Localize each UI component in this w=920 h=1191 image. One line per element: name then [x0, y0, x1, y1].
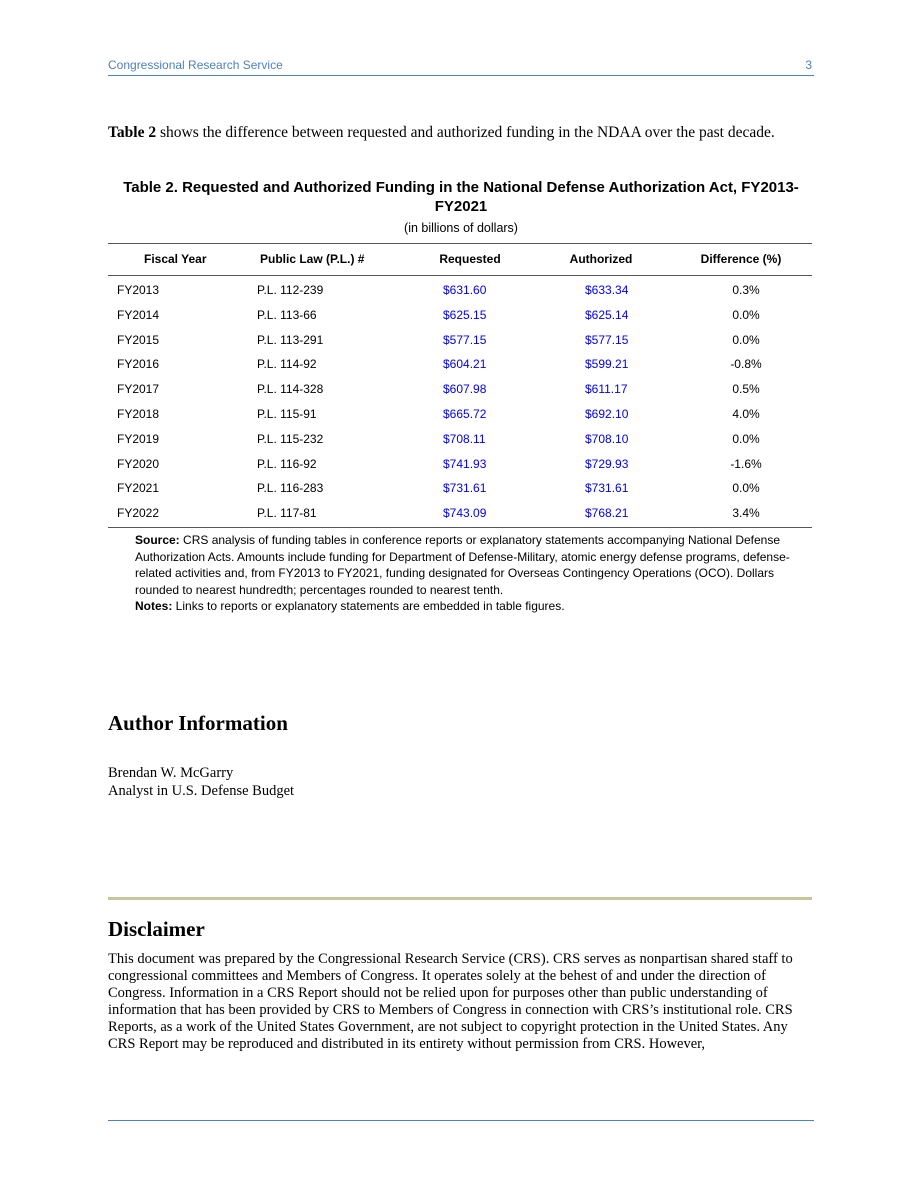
- table-row: [108, 377, 812, 402]
- author-heading: Author Information: [108, 711, 288, 735]
- table-row: [108, 303, 812, 328]
- col-header-fiscal-year: Fiscal Year: [144, 252, 207, 266]
- cell-authorized-link[interactable]: $731.61: [585, 481, 629, 496]
- cell-requested-link[interactable]: $665.72: [443, 406, 487, 421]
- table-notes: [135, 598, 807, 615]
- cell-requested-link[interactable]: $631.60: [443, 283, 487, 297]
- col-header-authorized: Authorized: [569, 252, 633, 266]
- notes-label: Notes:: [135, 599, 173, 613]
- notes-text: Links to reports or explanatory statements are embedded in table figures.: [172, 599, 565, 613]
- source-text: CRS analysis of funding tables in conference reports or explanatory statements accompanying National Defense Authorization Acts. Amounts include funding for Department of Defense-Military, atomic energy defense programs, defense-related activities and, from FY2013 to FY2021, funding designated for Overseas Contingency Operations (OCO). Dollars rounded to nearest hundredth; percentages rounded to nearest tenth.: [135, 533, 790, 597]
- cell-fiscal-year: FY2021: [117, 481, 160, 496]
- cell-public-law: P.L. 113-291: [257, 332, 324, 347]
- cell-fiscal-year: FY2017: [117, 382, 160, 397]
- cell-fiscal-year: FY2014: [117, 307, 160, 322]
- cell-public-law: P.L. 116-283: [257, 481, 324, 496]
- cell-requested-link[interactable]: $741.93: [443, 456, 487, 471]
- cell-public-law: P.L. 116-92: [257, 456, 317, 471]
- cell-authorized-link[interactable]: $611.17: [585, 382, 628, 397]
- cell-requested-link[interactable]: $743.09: [443, 506, 487, 521]
- cell-difference: 4.0%: [732, 406, 760, 421]
- table-row: [108, 427, 812, 452]
- col-header-difference: Difference (%): [700, 252, 782, 266]
- table-row: [108, 352, 812, 377]
- cell-authorized-link[interactable]: $625.14: [585, 307, 629, 322]
- running-header: [108, 58, 814, 76]
- header-org: Congressional Research Service: [108, 58, 283, 72]
- col-header-requested: Requested: [439, 252, 501, 266]
- table-header: [108, 243, 812, 276]
- cell-public-law: P.L. 113-66: [257, 307, 317, 322]
- cell-requested-link[interactable]: $577.15: [443, 332, 487, 347]
- cell-authorized-link[interactable]: $729.93: [585, 456, 629, 471]
- cell-authorized-link[interactable]: $633.34: [585, 283, 629, 297]
- table-row: [108, 328, 812, 353]
- table-row: [108, 476, 812, 501]
- cell-requested-link[interactable]: $604.21: [443, 357, 487, 372]
- cell-fiscal-year: FY2018: [117, 406, 160, 421]
- cell-requested-link[interactable]: $625.15: [443, 307, 487, 322]
- cell-requested-link[interactable]: $731.61: [443, 481, 487, 496]
- col-header-public-law: Public Law (P.L.) #: [260, 252, 365, 266]
- cell-fiscal-year: FY2019: [117, 431, 160, 446]
- cell-difference: 0.0%: [732, 431, 760, 446]
- cell-difference: 3.4%: [732, 506, 760, 521]
- table-source: [135, 532, 807, 598]
- cell-difference: 0.3%: [732, 283, 760, 297]
- cell-difference: 0.5%: [732, 382, 760, 397]
- table-row: [108, 501, 812, 526]
- disclaimer-text: This document was prepared by the Congressional Research Service (CRS). CRS serves as nonpartisan shared staff to congressional committees and Members of Congress. It operates solely at the behest of and under the direction of Congress. Information in a CRS Report should not be relied upon for purposes other than public understanding of information that has been provided by CRS to Members of Congress in connection with CRS’s institutional role. CRS Reports, as a work of the United States Government, are not subject to copyright protection in the United States. Any CRS Report may be reproduced and distributed in its entirety without permission from CRS. However,: [108, 951, 793, 1052]
- cell-public-law: P.L. 115-91: [257, 406, 317, 421]
- funding-table: [108, 243, 812, 528]
- cell-public-law: P.L. 115-232: [257, 431, 324, 446]
- intro-paragraph: [108, 123, 808, 143]
- page-number: 3: [805, 58, 812, 72]
- cell-fiscal-year: FY2013: [117, 283, 160, 297]
- author-info: [108, 764, 294, 800]
- footer-rule: [108, 1120, 814, 1121]
- table-row: [108, 452, 812, 477]
- cell-difference: -1.6%: [730, 456, 762, 471]
- section-divider: [108, 897, 812, 900]
- author-name: Brendan W. McGarry: [108, 765, 234, 781]
- disclaimer-heading: Disclaimer: [108, 917, 205, 941]
- table-body: [108, 276, 812, 528]
- cell-public-law: P.L. 112-239: [257, 283, 324, 297]
- cell-authorized-link[interactable]: $599.21: [585, 357, 629, 372]
- cell-authorized-link[interactable]: $577.15: [585, 332, 629, 347]
- cell-public-law: P.L. 117-81: [257, 506, 317, 521]
- cell-difference: 0.0%: [732, 481, 760, 496]
- cell-difference: 0.0%: [732, 307, 760, 322]
- cell-public-law: P.L. 114-328: [257, 382, 324, 397]
- cell-public-law: P.L. 114-92: [257, 357, 317, 372]
- cell-requested-link[interactable]: $708.11: [443, 431, 486, 446]
- cell-requested-link[interactable]: $607.98: [443, 382, 487, 397]
- cell-difference: -0.8%: [730, 357, 762, 372]
- cell-fiscal-year: FY2016: [117, 357, 160, 372]
- table-title: Table 2. Requested and Authorized Funding in the National Defense Authorization Act, FY2013-FY2021: [123, 179, 799, 215]
- intro-text: shows the difference between requested and authorized funding in the NDAA over the past decade.: [156, 124, 775, 141]
- table-subtitle: (in billions of dollars): [404, 221, 518, 235]
- cell-authorized-link[interactable]: $692.10: [585, 406, 629, 421]
- table-row: [108, 278, 812, 303]
- cell-fiscal-year: FY2020: [117, 456, 160, 471]
- intro-bold: Table 2: [108, 124, 157, 141]
- table-row: [108, 402, 812, 427]
- cell-fiscal-year: FY2015: [117, 332, 160, 347]
- cell-difference: 0.0%: [732, 332, 760, 347]
- cell-authorized-link[interactable]: $768.21: [585, 506, 629, 521]
- cell-fiscal-year: FY2022: [117, 506, 160, 521]
- author-title: Analyst in U.S. Defense Budget: [108, 783, 295, 799]
- source-label: Source:: [135, 533, 180, 547]
- cell-authorized-link[interactable]: $708.10: [585, 431, 629, 446]
